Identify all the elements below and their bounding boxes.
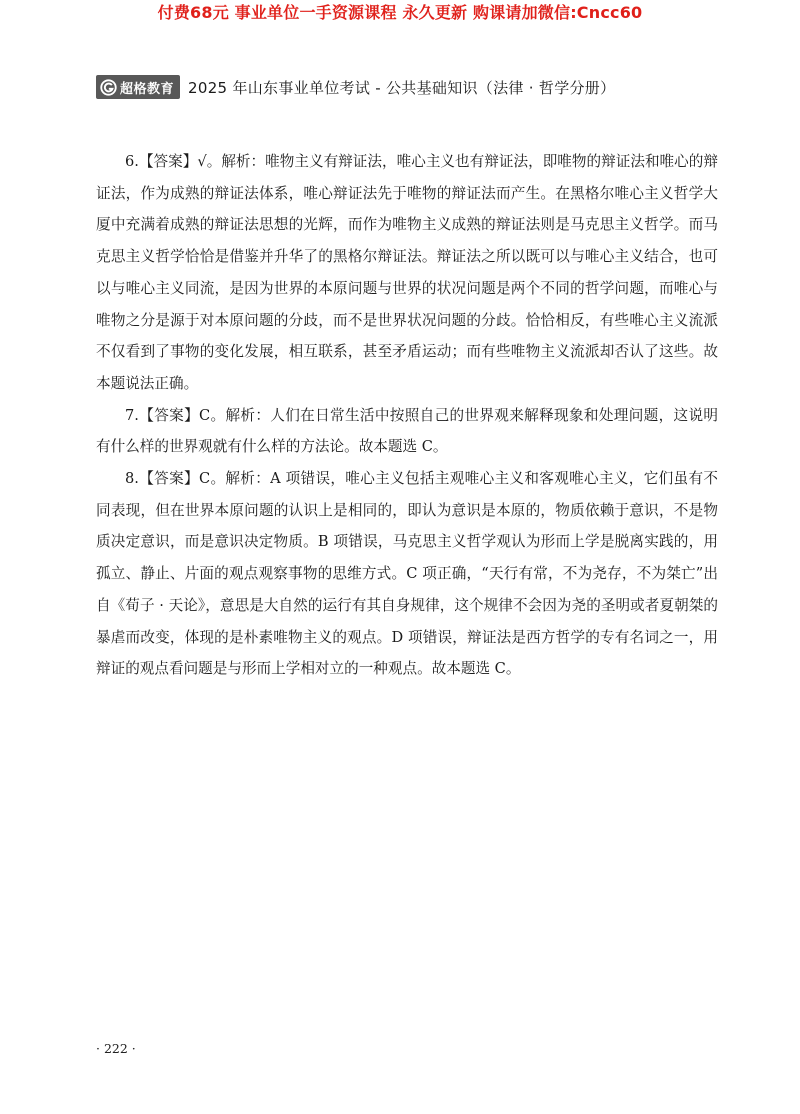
brand-logo xyxy=(96,75,180,99)
answer-list xyxy=(96,146,718,685)
answer-explanation: C。解析：A 项错误，唯心主义包括主观唯心主义和客观唯心主义，它们虽有不同表现，但在世界本原问题的认识上是相同的，即认为意识是本原的，物质依赖于意识，不是物质决定意识，而是意识决定物质。B 项错误，马克思主义哲学观认为形而上学是脱离实践的，用孤立、静止、片面的观点观察事物的思维方式。C 项正确，“天行有常，不为尧存，不为桀亡”出自《荀子 · 天论》，意思是大自然的运行有其自身规律，这个规律不会因为尧的圣明或者夏朝桀的暴虐而改变，体现的是朴素唯物主义的观点。D 项错误，辩证法是西方哲学的专有名词之一，用辩证的观点看问题是与形而上学相对立的一种观点。故本题选 C。 xyxy=(96,470,718,678)
answer-number: 7. xyxy=(125,406,139,424)
brand-logo-icon xyxy=(100,79,117,96)
answer-tag: 【答案】 xyxy=(138,406,200,424)
answer-item-6 xyxy=(96,146,718,400)
answer-number: 8. xyxy=(125,470,139,488)
answer-tag: 【答案】 xyxy=(138,470,199,488)
book-title: 2025 年山东事业单位考试 - 公共基础知识（法律 · 哲学分册） xyxy=(188,78,616,97)
answer-number: 6. xyxy=(125,153,139,170)
answer-tag: 【答案】 xyxy=(138,153,198,170)
page-header xyxy=(96,74,615,100)
answer-item-7 xyxy=(96,400,718,463)
promo-banner: 付费68元 事业单位一手资源课程 永久更新 购课请加微信:Cncc60 xyxy=(157,3,643,22)
answer-item-8 xyxy=(96,463,718,685)
page-number: · 222 · xyxy=(96,1041,136,1056)
answer-explanation: C。解析：人们在日常生活中按照自己的世界观来解释现象和处理问题，这说明有什么样的世界观就有什么样的方法论。故本题选 C。 xyxy=(96,406,718,456)
answer-explanation: √。解析：唯物主义有辩证法，唯心主义也有辩证法，即唯物的辩证法和唯心的辩证法，作为成熟的辩证法体系，唯心辩证法先于唯物的辩证法而产生。在黑格尔唯心主义哲学大厦中充满着成熟的辩证法思想的光辉，而作为唯物主义成熟的辩证法则是马克思主义哲学。而马克思主义哲学恰恰是借鉴并升华了的黑格尔辩证法。辩证法之所以既可以与唯心主义结合，也可以与唯心主义同流，是因为世界的本原问题与世界的状况问题是两个不同的哲学问题，而唯心与唯物之分是源于对本原问题的分歧，而不是世界状况问题的分歧。恰恰相反，有些唯心主义流派不仅看到了事物的变化发展，相互联系，甚至矛盾运动；而有些唯物主义流派却否认了这些。故本题说法正确。 xyxy=(96,153,718,392)
brand-logo-text: 超格教育 xyxy=(120,81,175,97)
